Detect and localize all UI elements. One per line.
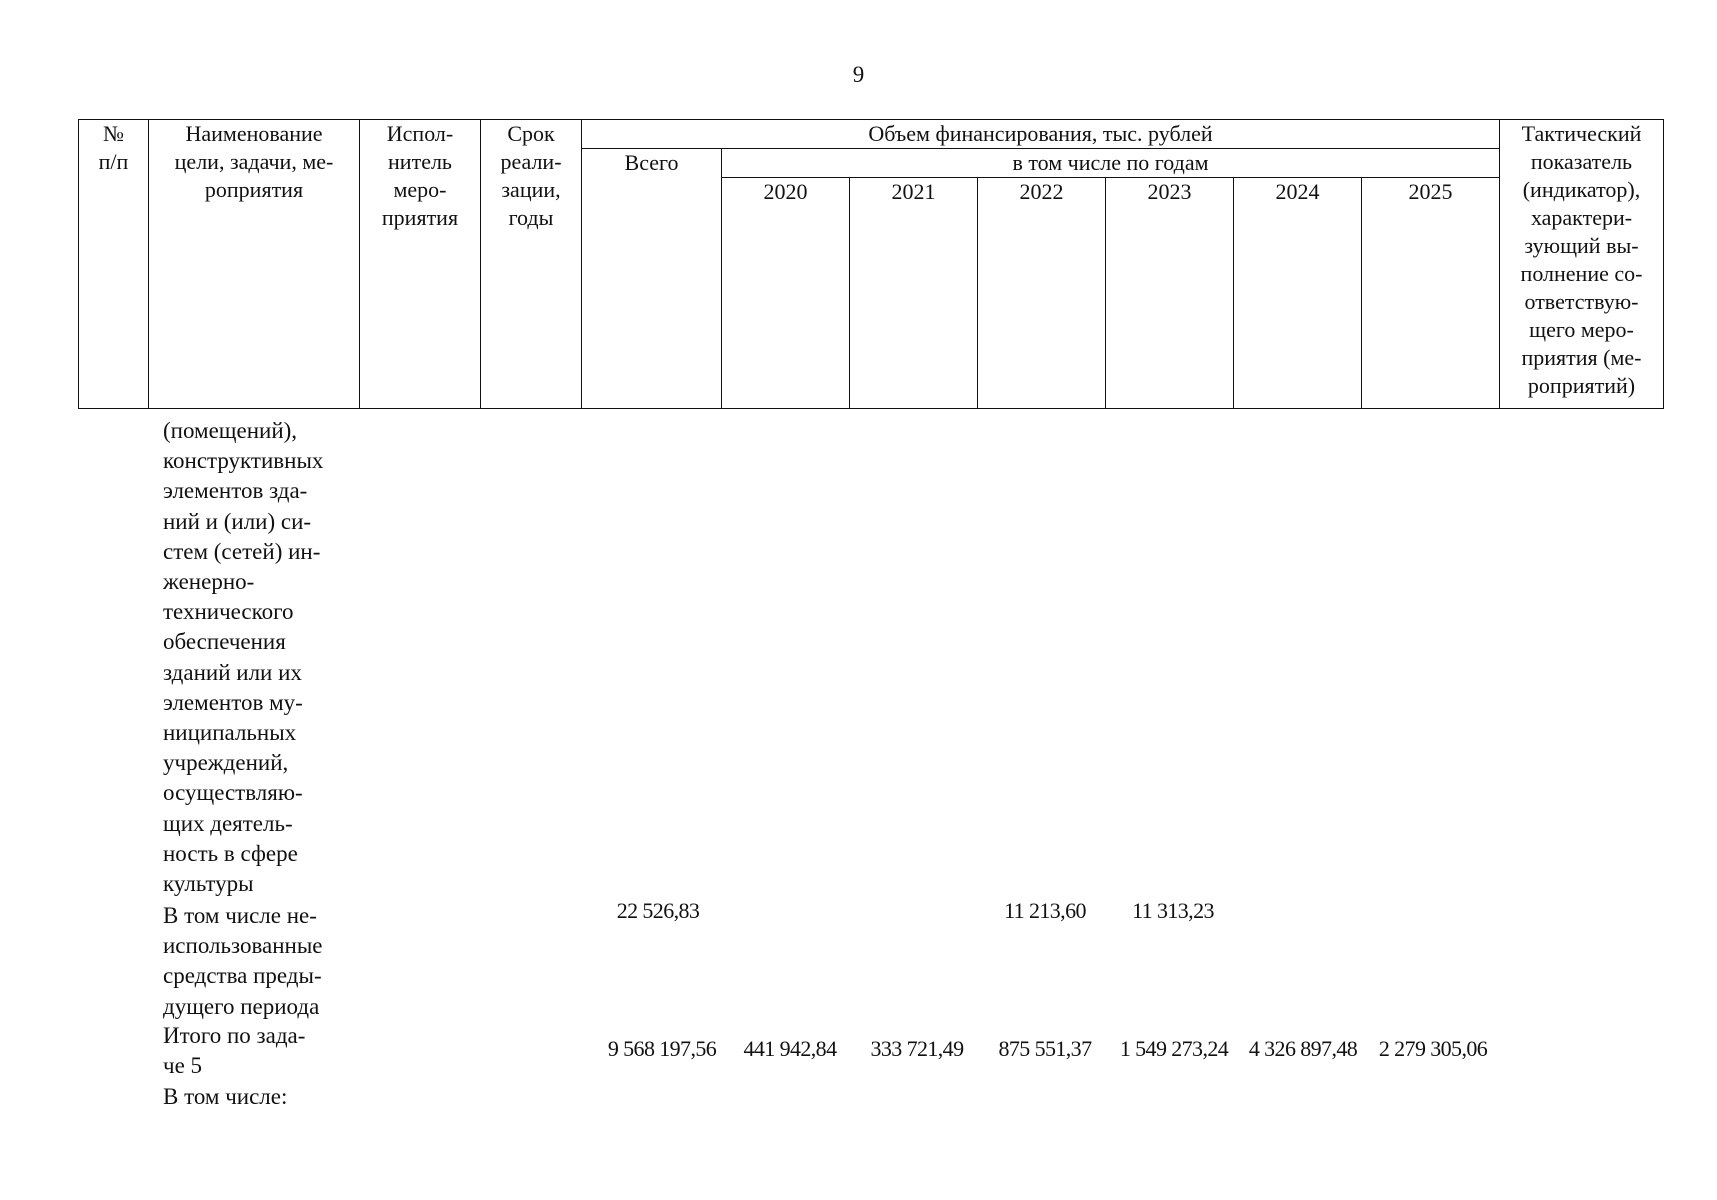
header-year-2021: 2021: [850, 178, 978, 409]
header-executor: Испол- нитель меро- приятия: [360, 120, 481, 409]
header-indicator: Тактический показатель (индикатор), характери- зующий вы- полнение со- ответствую- щего меро- приятия (ме- роприятий): [1500, 120, 1664, 409]
header-year-2023: 2023: [1106, 178, 1234, 409]
header-by-year: в том числе по годам: [722, 149, 1500, 178]
task5-total-2023: 1 549 273,24: [1119, 1036, 1229, 1061]
task5-total-2020: 441 942,84: [743, 1036, 837, 1061]
header-year-2022: 2022: [978, 178, 1106, 409]
task5-total-2025: 2 279 305,06: [1378, 1036, 1488, 1061]
including-label: В том числе:: [163, 1084, 288, 1109]
header-funding: Объем финансирования, тыс. рублей: [582, 120, 1500, 149]
unused-funds-total: 22 526,83: [616, 898, 700, 923]
task5-total-2022: 875 551,37: [998, 1036, 1092, 1061]
task5-total-label: Итого по зада- че 5: [163, 1023, 306, 1079]
header-period: Срок реали- зации, годы: [481, 120, 582, 409]
header-year-2025: 2025: [1362, 178, 1500, 409]
funding-table-header: [78, 119, 1664, 409]
task5-total-2021: 333 721,49: [870, 1036, 964, 1061]
header-year-2020: 2020: [722, 178, 850, 409]
header-total: Всего: [582, 149, 722, 409]
unused-funds-2022: 11 213,60: [1004, 898, 1086, 923]
header-number: № п/п: [79, 120, 149, 409]
unused-funds-label: В том числе не- использованные средства преды- дущего периода: [163, 903, 323, 1019]
continuation-text: (помещений), конструктивных элементов зда- ний и (или) си- стем (сетей) ин- женерно- технического обеспечения зданий или их элементов му- ниципальных учреждений, осуществляю- щих деятель- ность в сфере культуры: [163, 418, 324, 897]
task5-total-sum: 9 568 197,56: [607, 1036, 717, 1061]
unused-funds-2023: 11 313,23: [1132, 898, 1214, 923]
header-name: Наименование цели, задачи, ме- роприятия: [149, 120, 360, 409]
task5-total-2024: 4 326 897,48: [1248, 1036, 1358, 1061]
page-number: 9: [852, 62, 865, 87]
header-year-2024: 2024: [1234, 178, 1362, 409]
